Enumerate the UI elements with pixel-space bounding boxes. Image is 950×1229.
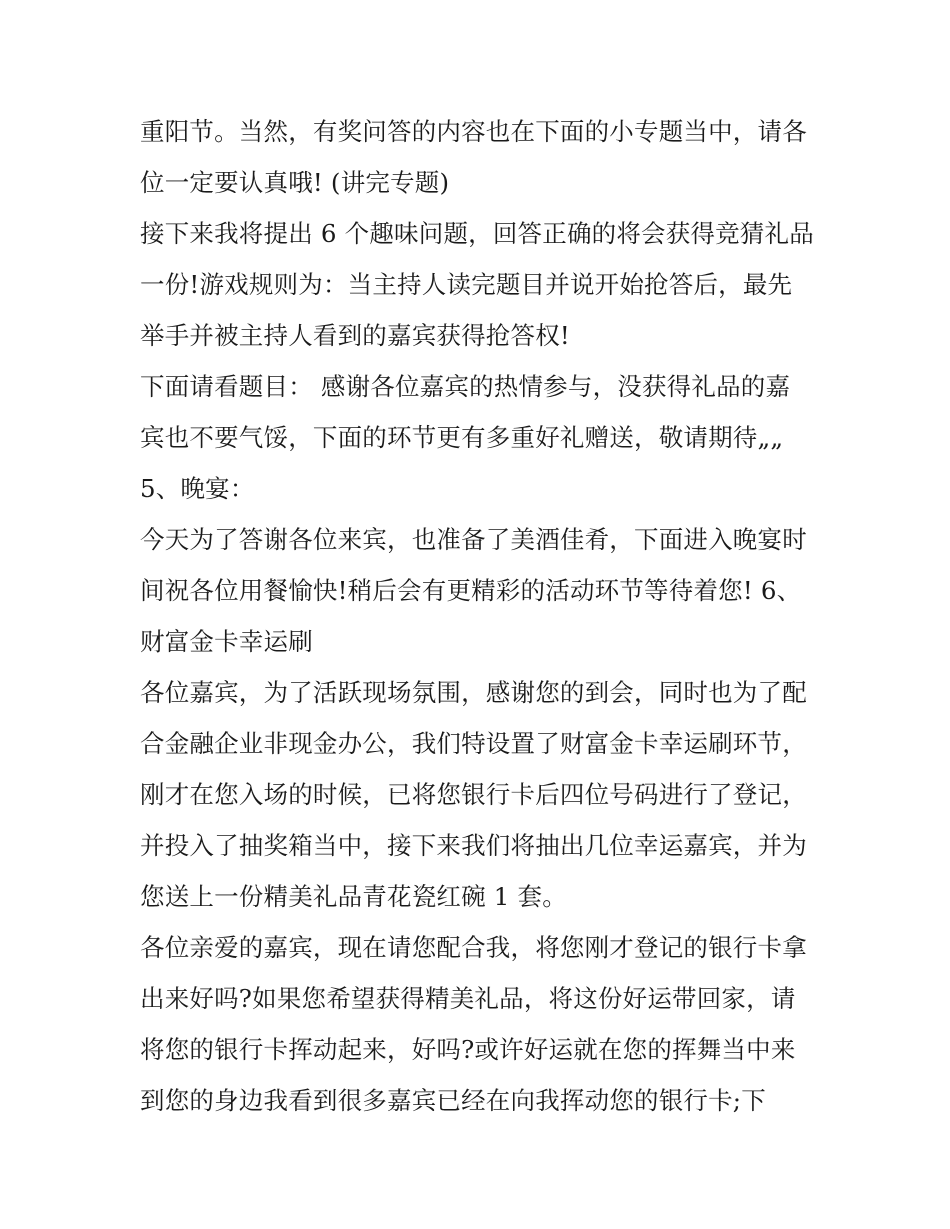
section-heading: 财富金卡幸运刷 <box>140 627 313 656</box>
text-line: 位一定要认真哦! (讲完专题) <box>140 168 450 197</box>
text-line: 接下来我将提出 6 个趣味问题，回答正确的将会获得竞猜礼品 <box>140 219 814 248</box>
text-line: 并投入了抽奖箱当中，接下来我们将抽出几位幸运嘉宾，并为 <box>140 831 807 860</box>
text-line: 到您的身边我看到很多嘉宾已经在向我挥动您的银行卡;下 <box>140 1086 766 1115</box>
text-line: 合金融企业非现金办公，我们特设置了财富金卡幸运刷环节， <box>140 729 807 758</box>
section-heading: 5、晚宴： <box>140 474 255 503</box>
text-line: 出来好吗?如果您希望获得精美礼品，将这份好运带回家，请 <box>140 984 796 1013</box>
text-line: 您送上一份精美礼品青花瓷红碗 1 套。 <box>140 882 567 911</box>
text-line: 一份!游戏规则为：当主持人读完题目并说开始抢答后，最先 <box>140 270 793 299</box>
text-line: 今天为了答谢各位来宾，也准备了美酒佳肴，下面进入晚宴时 <box>140 525 807 554</box>
text-line: 下面请看题目： 感谢各位嘉宾的热情参与，没获得礼品的嘉 <box>140 372 791 401</box>
text-line: 宾也不要气馁，下面的环节更有多重好礼赠送，敬请期待„„ <box>140 423 784 452</box>
text-line: 重阳节。当然，有奖问答的内容也在下面的小专题当中，请各 <box>140 117 807 146</box>
text-line: 举手并被主持人看到的嘉宾获得抢答权! <box>140 321 570 350</box>
text-line: 将您的银行卡挥动起来，好吗?或许好运就在您的挥舞当中来 <box>140 1035 796 1064</box>
text-line: 刚才在您入场的时候，已将您银行卡后四位号码进行了登记， <box>140 780 807 809</box>
text-line: 各位亲爱的嘉宾，现在请您配合我，将您刚才登记的银行卡拿 <box>140 933 807 962</box>
document-body <box>140 106 820 1126</box>
text-line: 各位嘉宾，为了活跃现场氛围，感谢您的到会，同时也为了配 <box>140 678 807 707</box>
text-line: 间祝各位用餐愉快!稍后会有更精彩的活动环节等待着您! 6、 <box>140 576 802 605</box>
